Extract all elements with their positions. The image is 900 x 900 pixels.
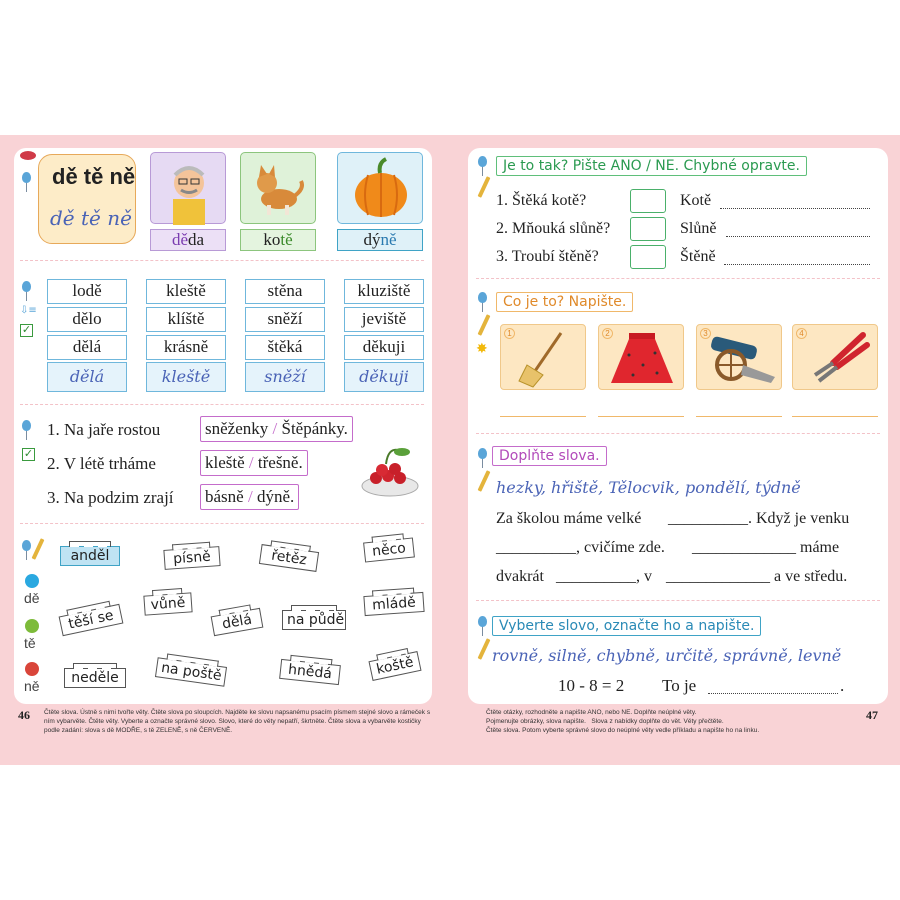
picture-label-kote: kotě <box>240 229 316 251</box>
brick-na-pude[interactable]: na půdě <box>282 610 346 630</box>
word-kliste: klíště <box>146 307 226 332</box>
answer-label-3: Štěně <box>680 248 716 265</box>
brick-mlade[interactable]: mládě <box>363 592 424 616</box>
pencil-icon <box>32 538 45 560</box>
script-dela: dělá <box>47 362 127 392</box>
answer-line-3[interactable] <box>724 264 870 265</box>
task3-title: Doplňte slova. <box>492 446 607 466</box>
balloon-icon <box>478 616 487 627</box>
pumpkin-picture <box>337 152 423 224</box>
task4-title: Vyberte slovo, označte ho a napište. <box>492 616 761 636</box>
balloon-icon <box>22 540 31 551</box>
picture-broom: 1 <box>500 324 586 390</box>
brick-neco[interactable]: něco <box>363 537 415 562</box>
task4-equation: 10 - 8 = 2 <box>558 676 625 695</box>
task3-line-3b[interactable]: __________, v <box>556 568 652 585</box>
question-3: 3. Troubí štěně? <box>496 248 599 265</box>
script-dekuji: děkuji <box>344 362 424 392</box>
brick-tesi-se[interactable]: těší se <box>59 604 124 636</box>
page-number-46: 46 <box>18 708 30 722</box>
balloon-icon <box>22 420 31 431</box>
dot-label-te: tě <box>24 635 36 651</box>
balloon-icon <box>478 156 487 167</box>
dot-label-ne: ně <box>24 678 40 694</box>
syllables-print: dě tě ně <box>52 164 136 189</box>
brick-retez[interactable]: řetěz <box>259 544 319 572</box>
answer-box-3[interactable] <box>630 245 666 269</box>
page-number-47: 47 <box>866 708 878 722</box>
blue-dot <box>25 574 39 588</box>
right-page: Je to tak? Pište ANO / NE. Chybné opravte. 1. Štěká kotě? Kotě 2. Mňouká slůně? Slůně 3. Troubí štěně? Štěně ✸ Co je to? Napište. 1 2 3 4 Doplňte slova. hezky, hřiště, Tělocvik, pondělí, týdně Za školou máme velké __________. Když je venku __________, cvičíme zde. _____________ máme dvakrát __________, v _____________ a ve středu. Vyberte slovo, označte ho a napište. rovně, silně, chybně, určitě, správně, levně 10 - 8 = 2 To je . <box>468 148 888 704</box>
choice-box-1[interactable]: sněženky / Štěpánky. <box>200 416 353 442</box>
balloon-icon <box>22 172 31 183</box>
task3-word-bank: hezky, hřiště, Tělocvik, pondělí, týdně <box>496 478 801 497</box>
word-kleste: kleště <box>146 279 226 304</box>
left-page <box>14 148 432 704</box>
word-krasne: krásně <box>146 335 226 360</box>
answer-line-picture-4[interactable] <box>792 416 878 417</box>
question-1: 1. Štěká kotě? <box>496 192 587 209</box>
grandpa-picture <box>150 152 226 224</box>
choice-box-2[interactable]: kleště / třešně. <box>200 450 308 476</box>
word-dekuji: děkuji <box>344 335 424 360</box>
brick-hneda[interactable]: hnědá <box>279 659 341 685</box>
question-2: 2. Mňouká slůně? <box>496 220 611 237</box>
sentence-3: 3. Na podzim zrají <box>47 488 174 507</box>
picture-pliers: 4 <box>792 324 878 390</box>
task3-line-3c[interactable]: _____________ a ve středu. <box>666 568 848 585</box>
pumpkin-icon <box>338 153 424 225</box>
script-snezi: sněží <box>245 362 325 392</box>
script-kleste: kleště <box>146 362 226 392</box>
brick-dela[interactable]: dělá <box>211 608 264 636</box>
sentence-1: 1. Na jaře rostou <box>47 420 161 439</box>
word-dela: dělá <box>47 335 127 360</box>
pencil-icon <box>478 314 491 336</box>
footer-right: Čtěte otázky, rozhodněte a napište ANO, nebo NE. Doplňte neúplné věty. Pojmenujte obrázky, slova napište. Slova z nabídky doplňte do vět. Věty přečtěte. Čtěte slova. Potom vyberte správné slovo do neúplné věty vedle příkladu a napište ho na linku. <box>486 709 760 734</box>
brick-nedele[interactable]: neděle <box>64 668 126 688</box>
task4-answer-line[interactable] <box>708 693 838 694</box>
answer-line-2[interactable] <box>726 236 870 237</box>
task3-line-1a: Za školou máme velké <box>496 510 642 527</box>
answer-label-1: Kotě <box>680 192 712 209</box>
cherries-bowl-icon <box>358 444 422 500</box>
brick-na-poste[interactable]: na poště <box>155 657 227 687</box>
answer-line-picture-1[interactable] <box>500 416 586 417</box>
answer-box-1[interactable] <box>630 189 666 213</box>
red-dot <box>25 662 39 676</box>
balloon-icon <box>22 281 31 292</box>
answer-label-2: Slůně <box>680 220 717 237</box>
lips-icon <box>20 151 36 160</box>
task3-line-2b[interactable]: _____________ máme <box>692 539 840 556</box>
check-icon: ✓ <box>23 447 34 460</box>
answer-line-picture-3[interactable] <box>696 416 782 417</box>
word-kluziste: kluziště <box>344 279 424 304</box>
pencil-icon <box>478 638 491 660</box>
picture-label-deda: děda <box>150 229 226 251</box>
pencil-icon <box>478 470 491 492</box>
pencil-icon <box>478 176 491 198</box>
word-delo: dělo <box>47 307 127 332</box>
brick-pisne[interactable]: písně <box>163 546 220 570</box>
sentence-2: 2. V létě trháme <box>47 454 156 473</box>
task3-line-3a: dvakrát <box>496 568 544 585</box>
word-jeviste: jeviště <box>344 307 424 332</box>
brick-vune[interactable]: vůně <box>143 592 192 615</box>
task3-line-2a[interactable]: __________, cvičíme zde. <box>496 539 665 556</box>
grandpa-icon <box>151 153 227 225</box>
task3-line-1b[interactable]: __________. Když je venku <box>668 510 850 527</box>
answer-box-2[interactable] <box>630 217 666 241</box>
answer-line-1[interactable] <box>720 208 870 209</box>
task1-title: Je to tak? Pište ANO / NE. Chybné opravte. <box>496 156 807 176</box>
brick-andel[interactable]: anděl <box>60 546 120 566</box>
choice-box-3[interactable]: básně / dýně. <box>200 484 299 510</box>
kitten-picture <box>240 152 316 224</box>
kitten-icon <box>241 153 317 225</box>
check-icon: ✓ <box>21 323 32 336</box>
task4-answer-label: To je <box>662 676 697 695</box>
word-steka: štěká <box>245 335 325 360</box>
brick-koste[interactable]: koště <box>368 651 421 681</box>
footer-left: Čtěte slova. Ústně s nimi tvořte věty. Čtěte slova po sloupcích. Najděte ke slovu napsanému psacím písmem stejné slovo a rámeček s ním vybarvěte. Čtěte věty. Vyberte a označte správné slovo. Slovo, které do věty nepatří, škrtněte. Čtěte slova a vybarvěte kostičky podle zadání: slova s dě MODŘE, s tě ZELENĚ, s ně ČERVENĚ. <box>44 709 431 734</box>
sun-icon: ✸ <box>476 341 488 357</box>
dot-label-de: dě <box>24 590 40 606</box>
answer-line-picture-2[interactable] <box>598 416 684 417</box>
task2-title: Co je to? Napište. <box>496 292 633 312</box>
word-stena: stěna <box>245 279 325 304</box>
word-lode: lodě <box>47 279 127 304</box>
picture-skirt: 2 <box>598 324 684 390</box>
arrows-icon: ⇩≡ <box>20 305 37 316</box>
green-dot <box>25 619 39 633</box>
task4-word-bank: rovně, silně, chybně, určitě, správně, levně <box>492 646 842 665</box>
syllables-script: dě tě ně <box>50 206 132 230</box>
picture-cannon: 3 <box>696 324 782 390</box>
balloon-icon <box>478 448 487 459</box>
picture-label-dyne: dýně <box>337 229 423 251</box>
word-snezi: sněží <box>245 307 325 332</box>
balloon-icon <box>478 292 487 303</box>
